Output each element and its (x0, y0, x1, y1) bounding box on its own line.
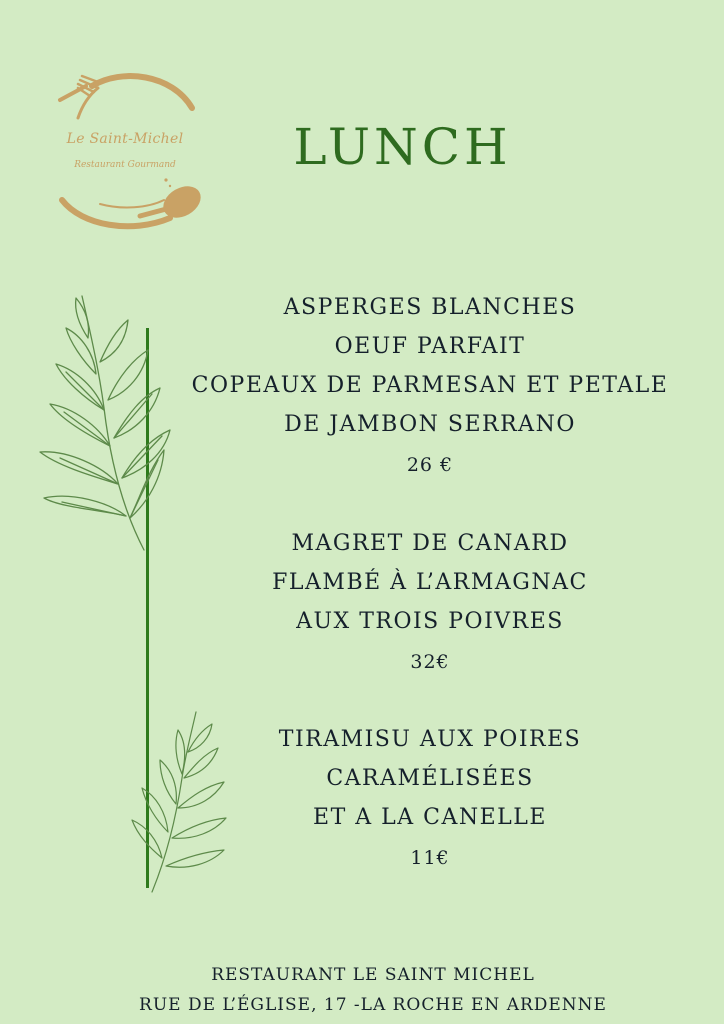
dish-line: DE JAMBON SERRANO (284, 412, 576, 437)
spoon-icon (140, 180, 206, 224)
dish-price: 26 € (406, 454, 454, 476)
footer-restaurant-name: RESTAURANT LE SAINT MICHEL (211, 965, 535, 985)
dish-tiramisu (162, 720, 698, 879)
dish-asperges (162, 288, 698, 486)
dish-line: TIRAMISU AUX POIRES (278, 727, 582, 752)
logo-name: Le Saint-Michel (66, 131, 184, 147)
dish-line: COPEAUX DE PARMESAN ET PETALE (191, 373, 669, 398)
dish-line: FLAMBÉ À L’ARMAGNAC (272, 570, 588, 595)
footer-address (100, 960, 646, 1020)
dish-price: 32€ (410, 651, 450, 673)
dish-line: MAGRET DE CANARD (291, 531, 569, 556)
dish-line: OEUF PARFAIT (334, 334, 526, 359)
page-title: LUNCH (293, 118, 512, 176)
dish-price: 11€ (410, 847, 450, 869)
dish-line: ASPERGES BLANCHES (283, 295, 577, 320)
dish-line: CARAMÉLISÉES (326, 766, 534, 791)
dish-line: AUX TROIS POIVRES (296, 609, 564, 634)
leaf-branch-icon (32, 288, 182, 558)
dish-line: ET A LA CANELLE (313, 805, 547, 830)
dish-magret (162, 524, 698, 683)
footer-street-address: RUE DE L’ÉGLISE, 17 -LA ROCHE EN ARDENNE (139, 995, 607, 1015)
logo-emblem (52, 68, 208, 238)
logo-subtitle: Restaurant Gourmand (74, 160, 176, 170)
restaurant-logo (52, 68, 208, 238)
